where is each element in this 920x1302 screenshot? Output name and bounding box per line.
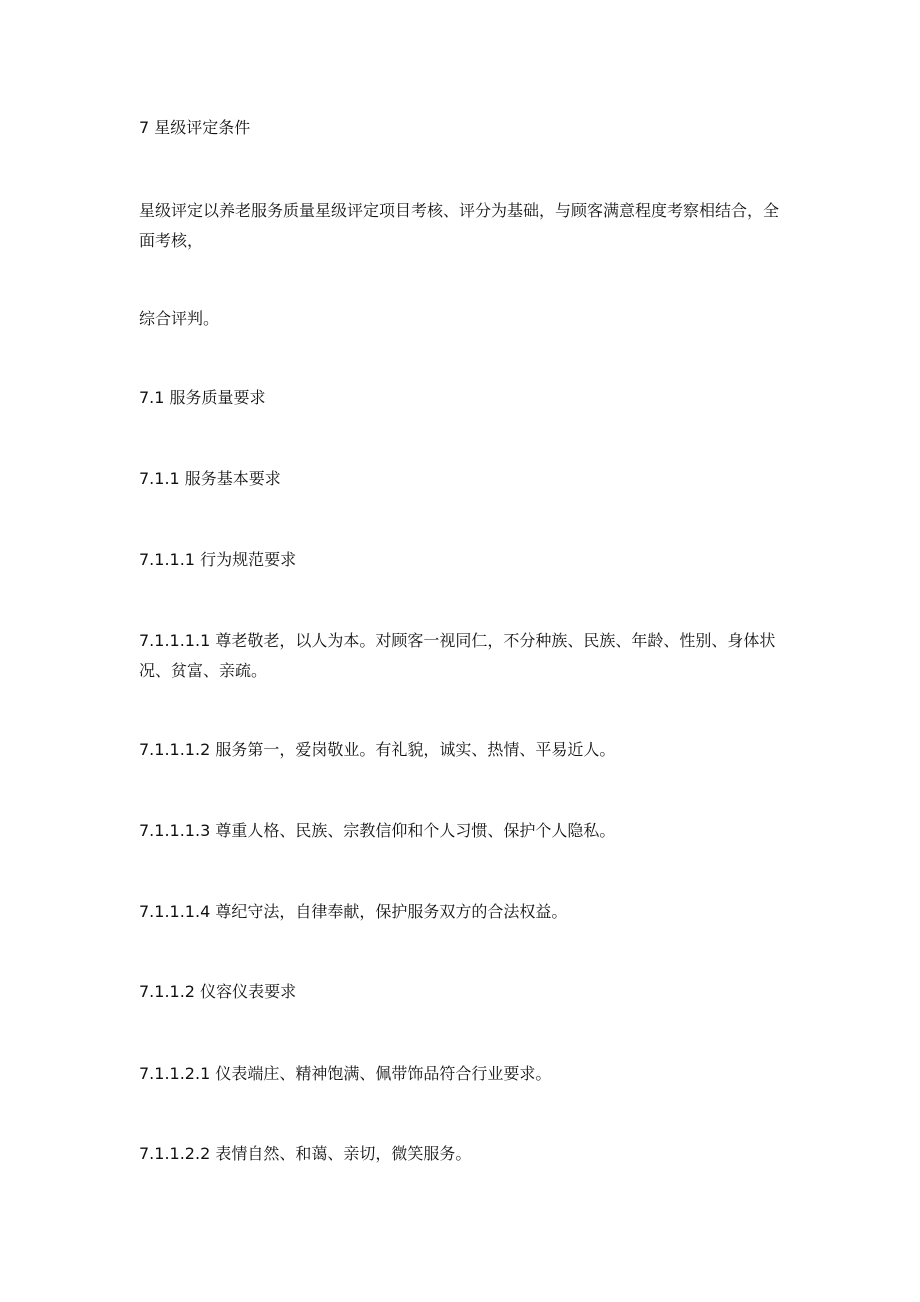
paragraph-comprehensive-evaluation: 综合评判。 — [139, 309, 220, 328]
clause-7-1-1-1-4: 7.1.1.1.4 尊纪守法，自律奉献，保护服务双方的合法权益。 — [139, 902, 568, 921]
section-heading-7-1-1-2: 7.1.1.2 仪容仪表要求 — [139, 982, 297, 1001]
clause-7-1-1-2-2: 7.1.1.2.2 表情自然、和蔼、亲切，微笑服务。 — [139, 1144, 472, 1163]
clause-7-1-1-2-1: 7.1.1.2.1 仪表端庄、精神饱满、佩带饰品符合行业要求。 — [139, 1064, 552, 1083]
section-heading-7: 7 星级评定条件 — [139, 118, 251, 137]
paragraph-star-rating-basis: 星级评定以养老服务质量星级评定项目考核、评分为基础，与顾客满意程度考察相结合，全面考核， — [139, 201, 780, 250]
section-heading-7-1: 7.1 服务质量要求 — [139, 388, 266, 407]
clause-7-1-1-1-2: 7.1.1.1.2 服务第一，爱岗敬业。有礼貌，诚实、热情、平易近人。 — [139, 740, 616, 759]
section-heading-7-1-1-1: 7.1.1.1 行为规范要求 — [139, 550, 297, 569]
section-heading-7-1-1: 7.1.1 服务基本要求 — [139, 469, 281, 488]
clause-7-1-1-1-1: 7.1.1.1.1 尊老敬老，以人为本。对顾客一视同仁，不分种族、民族、年龄、性别、身体状况、贫富、亲疏。 — [139, 631, 776, 680]
clause-7-1-1-1-3: 7.1.1.1.3 尊重人格、民族、宗教信仰和个人习惯、保护个人隐私。 — [139, 821, 616, 840]
